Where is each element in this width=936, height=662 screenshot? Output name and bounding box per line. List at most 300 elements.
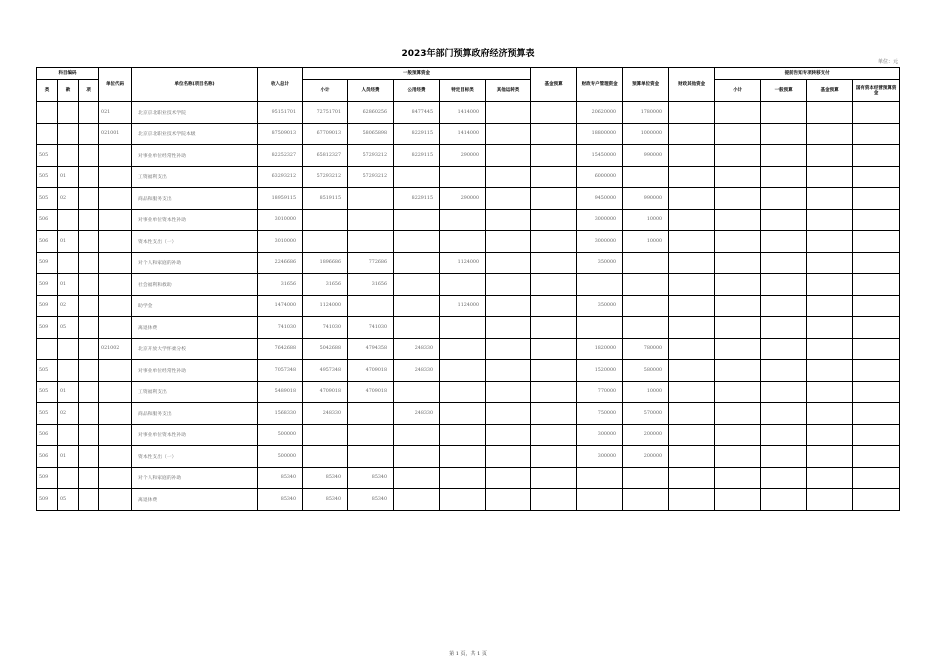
table-cell: 741030	[348, 317, 394, 339]
table-cell	[761, 403, 807, 425]
header-unit-funds: 预算单位资金	[623, 68, 669, 102]
table-cell	[853, 252, 900, 274]
table-cell	[394, 317, 440, 339]
table-cell	[440, 166, 486, 188]
table-cell: 1896686	[303, 252, 348, 274]
table-row	[37, 252, 900, 274]
table-cell	[853, 274, 900, 296]
table-cell: 4794358	[348, 338, 394, 360]
table-cell	[761, 274, 807, 296]
table-cell	[348, 188, 394, 210]
table-cell	[531, 403, 577, 425]
header-transfer: 提前告知专项转移支付	[715, 68, 900, 80]
table-cell: 509	[37, 467, 58, 489]
table-cell: 248330	[303, 403, 348, 425]
table-cell: 1474000	[258, 295, 303, 317]
table-cell	[761, 295, 807, 317]
table-cell	[440, 360, 486, 382]
table-cell	[99, 188, 132, 210]
table-cell	[531, 467, 577, 489]
table-cell: 01	[58, 166, 79, 188]
table-cell	[715, 274, 761, 296]
table-cell	[761, 123, 807, 145]
table-cell: 02	[58, 295, 79, 317]
table-cell: 02	[58, 403, 79, 425]
table-cell: 65812327	[303, 145, 348, 167]
table-cell	[807, 403, 853, 425]
table-cell	[669, 274, 715, 296]
table-cell: 对事业单位经常性补助	[132, 360, 258, 382]
table-cell	[531, 145, 577, 167]
table-cell	[669, 209, 715, 231]
table-row	[37, 489, 900, 511]
page-footer: 第 1 页，共 1 页	[449, 651, 487, 657]
table-cell	[531, 489, 577, 511]
header-unit-code: 单位代码	[99, 68, 132, 102]
table-row	[37, 188, 900, 210]
table-cell	[669, 338, 715, 360]
table-cell: 770000	[577, 381, 623, 403]
table-cell	[715, 295, 761, 317]
table-cell: 8229115	[394, 188, 440, 210]
header-general-subtotal: 小计	[303, 80, 348, 102]
table-cell	[853, 317, 900, 339]
table-cell: 18959115	[258, 188, 303, 210]
table-cell: 85340	[303, 467, 348, 489]
table-cell: 7057348	[258, 360, 303, 382]
table-cell	[761, 317, 807, 339]
table-cell	[99, 424, 132, 446]
table-cell	[394, 489, 440, 511]
table-cell: 7642688	[258, 338, 303, 360]
table-cell	[623, 252, 669, 274]
table-cell	[99, 360, 132, 382]
table-cell	[99, 489, 132, 511]
table-cell: 780000	[623, 338, 669, 360]
table-cell	[715, 209, 761, 231]
header-general: 一般预算资金	[303, 68, 531, 80]
table-row	[37, 403, 900, 425]
table-cell	[715, 231, 761, 253]
table-cell	[58, 467, 79, 489]
table-row	[37, 145, 900, 167]
table-cell: 1124000	[303, 295, 348, 317]
table-cell	[79, 424, 99, 446]
table-cell	[99, 252, 132, 274]
table-cell	[348, 424, 394, 446]
table-cell: 4957348	[303, 360, 348, 382]
table-cell	[807, 145, 853, 167]
table-cell: 商品和服务支出	[132, 403, 258, 425]
table-row	[37, 123, 900, 145]
table-cell: 505	[37, 381, 58, 403]
table-cell: 248330	[394, 338, 440, 360]
table-cell: 31656	[348, 274, 394, 296]
table-cell	[669, 446, 715, 468]
table-cell: 31656	[258, 274, 303, 296]
table-cell	[669, 403, 715, 425]
table-cell	[715, 252, 761, 274]
table-cell: 580000	[623, 360, 669, 382]
header-total-income: 收入总计	[258, 68, 303, 102]
table-cell	[79, 403, 99, 425]
table-cell	[79, 338, 99, 360]
table-cell: 021001	[99, 123, 132, 145]
table-cell: 社会福利和救助	[132, 274, 258, 296]
table-cell	[807, 424, 853, 446]
table-cell	[58, 102, 79, 124]
table-cell: 1520000	[577, 360, 623, 382]
table-cell	[531, 317, 577, 339]
table-cell: 9450000	[577, 188, 623, 210]
table-cell: 85340	[303, 489, 348, 511]
table-cell	[853, 424, 900, 446]
header-public: 公用经费	[394, 80, 440, 102]
table-cell: 85340	[348, 467, 394, 489]
table-cell	[440, 381, 486, 403]
table-cell	[807, 317, 853, 339]
table-cell	[807, 338, 853, 360]
table-row	[37, 381, 900, 403]
table-cell	[853, 209, 900, 231]
header-personnel: 人员经费	[348, 80, 394, 102]
table-row	[37, 338, 900, 360]
table-cell: 1820000	[577, 338, 623, 360]
table-cell: 509	[37, 274, 58, 296]
table-cell: 4709018	[348, 381, 394, 403]
table-cell	[853, 360, 900, 382]
table-cell: 1414000	[440, 123, 486, 145]
table-cell	[669, 467, 715, 489]
table-cell	[807, 446, 853, 468]
table-cell	[531, 338, 577, 360]
table-cell	[394, 381, 440, 403]
table-cell	[394, 252, 440, 274]
table-cell	[486, 446, 531, 468]
table-cell: 6000000	[577, 166, 623, 188]
table-cell	[853, 338, 900, 360]
table-cell: 离退休费	[132, 489, 258, 511]
table-cell: 741030	[303, 317, 348, 339]
table-cell: 4709018	[348, 360, 394, 382]
table-row	[37, 360, 900, 382]
table-cell	[761, 145, 807, 167]
table-cell	[303, 209, 348, 231]
table-cell	[715, 317, 761, 339]
header-specific: 特定目标类	[440, 80, 486, 102]
table-cell	[807, 489, 853, 511]
table-cell	[394, 467, 440, 489]
table-cell: 506	[37, 231, 58, 253]
table-cell	[715, 381, 761, 403]
table-cell	[79, 102, 99, 124]
table-cell: 350000	[577, 252, 623, 274]
table-cell	[79, 274, 99, 296]
table-cell: 505	[37, 188, 58, 210]
table-cell	[440, 446, 486, 468]
table-cell	[715, 446, 761, 468]
table-cell	[853, 467, 900, 489]
table-cell	[761, 102, 807, 124]
table-cell: 离退休费	[132, 317, 258, 339]
table-cell	[79, 360, 99, 382]
table-cell: 18800000	[577, 123, 623, 145]
table-cell	[99, 231, 132, 253]
table-cell	[79, 145, 99, 167]
table-cell	[440, 489, 486, 511]
table-cell	[807, 360, 853, 382]
table-row	[37, 102, 900, 124]
table-cell	[99, 403, 132, 425]
table-cell: 506	[37, 424, 58, 446]
table-cell	[79, 231, 99, 253]
table-cell	[807, 209, 853, 231]
table-cell: 72751701	[303, 102, 348, 124]
table-cell	[348, 209, 394, 231]
table-cell: 1780000	[623, 102, 669, 124]
table-cell	[486, 317, 531, 339]
table-cell	[669, 145, 715, 167]
table-cell	[761, 467, 807, 489]
table-cell	[440, 424, 486, 446]
table-cell	[58, 209, 79, 231]
table-cell	[486, 252, 531, 274]
table-cell	[623, 274, 669, 296]
table-cell	[669, 102, 715, 124]
table-row	[37, 424, 900, 446]
header-lei: 类	[37, 80, 58, 102]
table-cell	[440, 403, 486, 425]
table-cell: 021	[99, 102, 132, 124]
table-cell: 8519115	[303, 188, 348, 210]
table-cell	[79, 166, 99, 188]
table-cell: 01	[58, 231, 79, 253]
table-cell	[486, 166, 531, 188]
table-cell	[486, 123, 531, 145]
table-cell	[623, 166, 669, 188]
table-cell: 505	[37, 166, 58, 188]
table-cell	[348, 231, 394, 253]
table-cell	[99, 467, 132, 489]
table-cell	[577, 317, 623, 339]
table-cell	[440, 467, 486, 489]
table-cell	[486, 489, 531, 511]
table-cell: 01	[58, 274, 79, 296]
table-cell	[761, 446, 807, 468]
table-cell	[37, 102, 58, 124]
table-cell: 2246686	[258, 252, 303, 274]
table-cell: 1124000	[440, 252, 486, 274]
table-cell: 62860256	[348, 102, 394, 124]
table-cell	[853, 489, 900, 511]
table-cell: 58065898	[348, 123, 394, 145]
table-row	[37, 317, 900, 339]
table-cell: 290000	[440, 145, 486, 167]
table-cell	[715, 338, 761, 360]
table-cell	[761, 231, 807, 253]
table-cell	[394, 295, 440, 317]
table-cell	[486, 403, 531, 425]
table-cell	[761, 252, 807, 274]
table-cell	[807, 188, 853, 210]
table-cell	[37, 123, 58, 145]
table-cell	[79, 467, 99, 489]
table-cell	[669, 360, 715, 382]
table-cell	[715, 467, 761, 489]
table-cell	[531, 295, 577, 317]
table-cell	[303, 424, 348, 446]
table-cell: 95151701	[258, 102, 303, 124]
page-title: 2023年部门预算政府经济预算表	[401, 49, 535, 59]
header-xiang: 项	[79, 80, 99, 102]
table-cell: 8229115	[394, 145, 440, 167]
table-cell	[531, 381, 577, 403]
table-cell: 57293212	[348, 145, 394, 167]
table-cell	[531, 252, 577, 274]
table-cell: 500000	[258, 424, 303, 446]
table-cell	[440, 317, 486, 339]
table-cell	[486, 381, 531, 403]
table-cell: 5489018	[258, 381, 303, 403]
table-cell: 87509013	[258, 123, 303, 145]
header-transfer-subtotal: 小计	[715, 80, 761, 102]
table-cell	[99, 381, 132, 403]
table-cell: 85340	[258, 489, 303, 511]
table-cell: 10000	[623, 381, 669, 403]
table-cell: 1000000	[623, 123, 669, 145]
header-transfer-general: 一般预算	[761, 80, 807, 102]
table-cell	[531, 166, 577, 188]
table-cell: 990000	[623, 145, 669, 167]
table-cell: 248330	[394, 360, 440, 382]
table-cell: 4709018	[303, 381, 348, 403]
table-cell	[58, 338, 79, 360]
table-cell	[79, 489, 99, 511]
table-cell	[807, 231, 853, 253]
table-cell: 200000	[623, 424, 669, 446]
table-cell	[79, 295, 99, 317]
table-cell	[348, 295, 394, 317]
table-cell: 82252327	[258, 145, 303, 167]
table-cell: 对事业单位经常性补助	[132, 145, 258, 167]
table-cell	[486, 145, 531, 167]
table-cell	[58, 145, 79, 167]
table-cell	[486, 360, 531, 382]
table-cell	[531, 188, 577, 210]
table-cell: 509	[37, 317, 58, 339]
table-cell	[394, 209, 440, 231]
table-cell	[486, 209, 531, 231]
unit-label: 单位：元	[877, 59, 898, 65]
table-cell	[807, 274, 853, 296]
table-row	[37, 231, 900, 253]
table-cell: 500000	[258, 446, 303, 468]
table-cell: 05	[58, 317, 79, 339]
table-cell	[715, 188, 761, 210]
table-cell	[577, 489, 623, 511]
table-cell	[79, 317, 99, 339]
table-cell	[99, 317, 132, 339]
table-cell	[853, 123, 900, 145]
table-cell	[486, 338, 531, 360]
table-cell: 1124000	[440, 295, 486, 317]
table-cell: 5042688	[303, 338, 348, 360]
table-cell: 505	[37, 403, 58, 425]
table-cell	[440, 231, 486, 253]
table-cell	[531, 123, 577, 145]
table-cell	[853, 166, 900, 188]
table-cell: 290000	[440, 188, 486, 210]
table-cell	[348, 403, 394, 425]
table-cell	[486, 102, 531, 124]
table-cell	[761, 209, 807, 231]
table-cell	[99, 145, 132, 167]
header-other-op: 其他运转类	[486, 80, 531, 102]
table-cell: 3000000	[577, 231, 623, 253]
table-cell: 05	[58, 489, 79, 511]
table-cell	[37, 338, 58, 360]
table-cell	[623, 489, 669, 511]
header-subject-code: 科目编码	[37, 68, 99, 80]
table-cell	[394, 231, 440, 253]
table-row	[37, 274, 900, 296]
table-cell: 57293212	[348, 166, 394, 188]
table-row	[37, 446, 900, 468]
table-cell	[623, 295, 669, 317]
header-fund: 基金预算	[531, 68, 577, 102]
table-cell	[486, 188, 531, 210]
table-cell	[79, 252, 99, 274]
table-cell: 67709013	[303, 123, 348, 145]
table-cell	[486, 295, 531, 317]
table-cell	[577, 467, 623, 489]
table-cell: 506	[37, 209, 58, 231]
table-cell: 工资福利支出	[132, 381, 258, 403]
table-cell	[761, 489, 807, 511]
table-cell	[531, 274, 577, 296]
table-cell	[531, 360, 577, 382]
table-cell	[715, 489, 761, 511]
table-cell	[715, 424, 761, 446]
table-cell: 506	[37, 446, 58, 468]
table-cell: 北京京北职业技术学院	[132, 102, 258, 124]
table-cell	[761, 360, 807, 382]
table-cell: 505	[37, 145, 58, 167]
table-cell: 20620000	[577, 102, 623, 124]
table-cell	[79, 381, 99, 403]
table-cell: 248330	[394, 403, 440, 425]
table-cell: 200000	[623, 446, 669, 468]
table-cell	[531, 102, 577, 124]
table-cell: 02	[58, 188, 79, 210]
table-cell: 990000	[623, 188, 669, 210]
table-cell: 021002	[99, 338, 132, 360]
table-cell	[669, 489, 715, 511]
table-cell: 资本性支出（一）	[132, 446, 258, 468]
table-cell: 741030	[258, 317, 303, 339]
header-kuan: 款	[58, 80, 79, 102]
table-cell	[58, 360, 79, 382]
table-cell	[79, 209, 99, 231]
table-cell: 350000	[577, 295, 623, 317]
table-cell	[623, 317, 669, 339]
table-cell	[79, 123, 99, 145]
table-cell	[623, 467, 669, 489]
table-cell	[394, 274, 440, 296]
table-cell	[303, 231, 348, 253]
table-cell	[807, 123, 853, 145]
table-cell	[853, 381, 900, 403]
